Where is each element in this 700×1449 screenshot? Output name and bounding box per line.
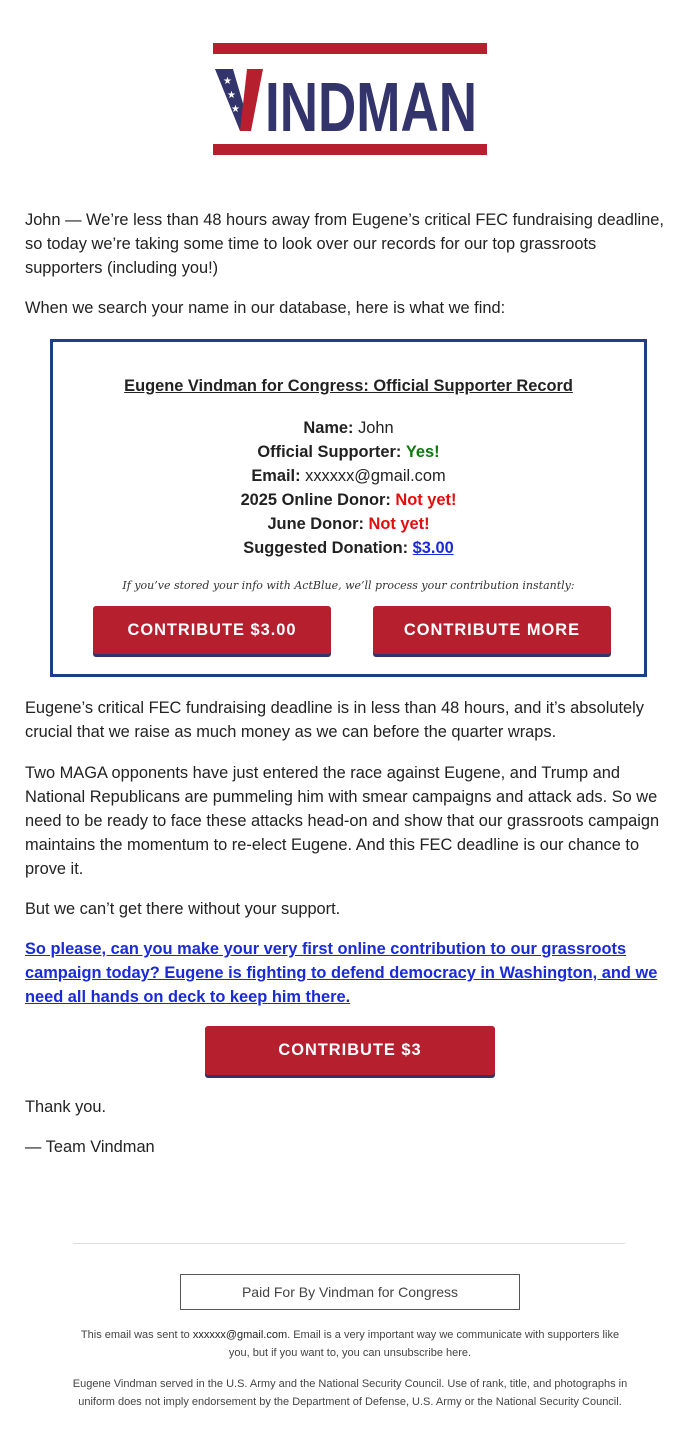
star-icon: ★ xyxy=(223,76,232,87)
suggested-donation-link[interactable]: $3.00 xyxy=(412,539,454,557)
support-paragraph: But we can’t get there without your support. xyxy=(25,900,341,918)
logo-v-right xyxy=(240,69,263,131)
record-field-official-supporter: Official Supporter: Yes! xyxy=(257,443,440,461)
paid-for-box: Paid For By Vindman for Congress xyxy=(180,1274,520,1310)
record-field-name: Name: John xyxy=(303,419,394,437)
footer-unsubscribe-text[interactable]: . Email is a very important way we communicate with supporters like you, but if you want to, you can unsubscribe here. xyxy=(228,1329,620,1359)
vindman-logo xyxy=(213,43,487,155)
logo-top-stripe xyxy=(213,43,487,54)
star-icon: ★ xyxy=(231,104,240,115)
logo-wordmark: INDMAN xyxy=(265,68,477,146)
footer-email: xxxxxx@gmail.com xyxy=(192,1329,288,1341)
record-fields xyxy=(53,416,644,560)
deadline-paragraph: Eugene’s critical FEC fundraising deadline is in less than 48 hours, and it’s absolutely crucial that we raise as much money as we can before the quarter wraps. xyxy=(25,699,644,741)
star-icon: ★ xyxy=(227,90,236,101)
supporter-record-box xyxy=(50,339,647,677)
cta-link[interactable]: So please, can you make your very first online contribution to our grassroots campaign today? Eugene is fighting to defend democracy in Washington, and we need all hands on deck to keep him there. xyxy=(25,940,658,1006)
maga-paragraph: Two MAGA opponents have just entered the race against Eugene, and Trump and National Republicans are pummeling him with smear campaigns and attack ads. So we need to be ready to face these attacks head-on and show that our grassroots campaign maintains the momentum to re-elect Eugene. And this FEC deadline is our chance to prove it. xyxy=(25,764,660,878)
record-field-2025-donor: 2025 Online Donor: Not yet! xyxy=(240,491,457,509)
footer-divider xyxy=(73,1243,625,1244)
search-paragraph: When we search your name in our database, here is what we find: xyxy=(25,299,506,317)
record-field-suggested-donation: Suggested Donation: $3.00 xyxy=(243,539,454,557)
footer-sent-notice: This email was sent to xxxxxx@gmail.com. Email is a very important way we communicate with supporters like you, but if you want to, you can unsubscribe here. xyxy=(80,1329,620,1359)
contribute-main-button[interactable]: CONTRIBUTE $3 xyxy=(205,1026,495,1075)
footer-disclaimer: Eugene Vindman served in the U.S. Army and the National Security Council. Use of rank, title, and photographs in uniform does not imply endorsement by the Department of Defense, U.S. Army or the National Security Council. xyxy=(72,1378,628,1408)
signoff-text: — Team Vindman xyxy=(25,1138,155,1156)
contribute-3-button[interactable]: CONTRIBUTE $3.00 xyxy=(93,606,331,654)
record-field-email: Email: xxxxxx@gmail.com xyxy=(251,467,446,485)
intro-paragraph: John — We’re less than 48 hours away from Eugene’s critical FEC fundraising deadline, so today we’re taking some time to look over our records for our top grassroots supporters (including you!) xyxy=(25,211,664,277)
record-title: Eugene Vindman for Congress: Official Supporter Record xyxy=(124,377,573,395)
actblue-note: If you’ve stored your info with ActBlue, we’ll process your contribution instantly: xyxy=(122,579,575,592)
thanks-text: Thank you. xyxy=(25,1098,107,1116)
contribute-more-button[interactable]: CONTRIBUTE MORE xyxy=(373,606,611,654)
record-field-june-donor: June Donor: Not yet! xyxy=(267,515,430,533)
